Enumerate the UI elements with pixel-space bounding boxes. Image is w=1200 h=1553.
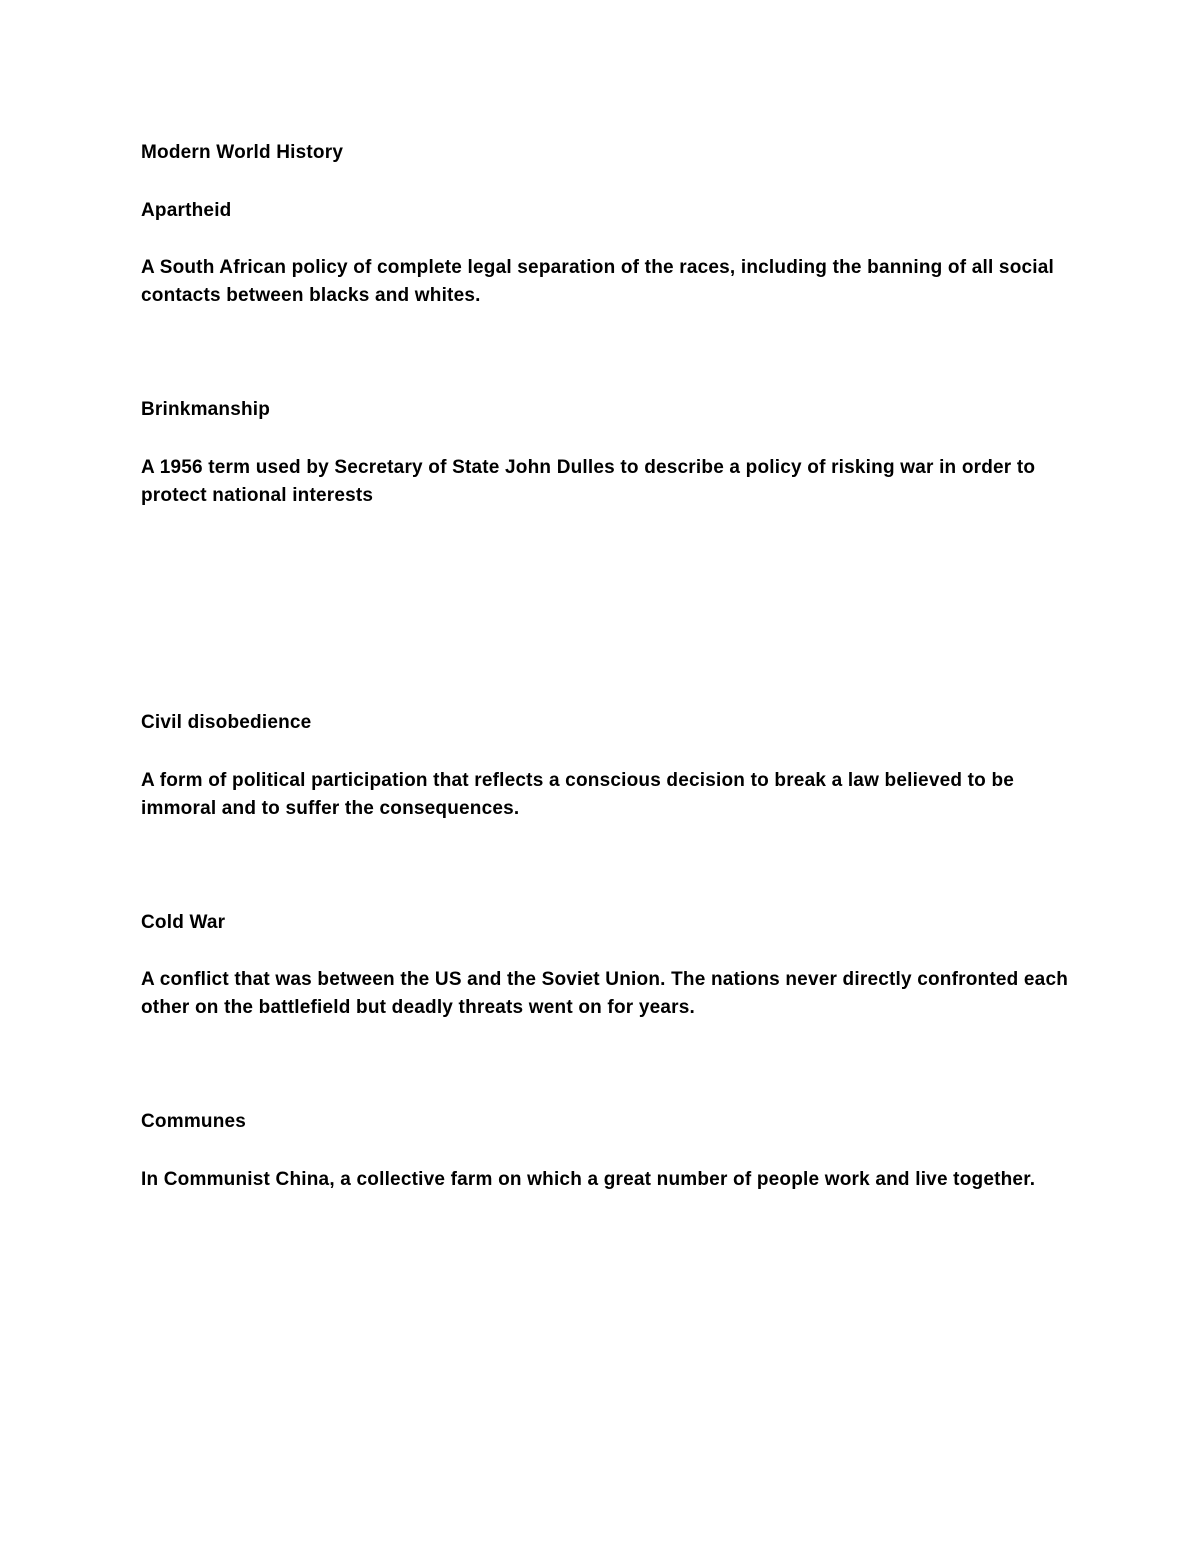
term-brinkmanship: Brinkmanship bbox=[141, 399, 271, 420]
term-apartheid: Apartheid bbox=[141, 200, 232, 221]
definition-apartheid: A South African policy of complete legal separation of the races, including the banning of all social contacts between blacks and whites. bbox=[141, 257, 1054, 306]
term-cold-war: Cold War bbox=[141, 912, 226, 933]
document-title: Modern World History bbox=[141, 142, 344, 163]
term-communes: Communes bbox=[141, 1111, 247, 1132]
definition-civil-disobedience: A form of political participation that reflects a conscious decision to break a law believed to be immoral and to suffer the consequences. bbox=[141, 770, 1015, 819]
definition-brinkmanship: A 1956 term used by Secretary of State John Dulles to describe a policy of risking war in order to protect national interests bbox=[141, 457, 1036, 506]
definition-cold-war: A conflict that was between the US and the Soviet Union. The nations never directly confronted each other on the battlefield but deadly threats went on for years. bbox=[141, 969, 1069, 1018]
definition-communes: In Communist China, a collective farm on which a great number of people work and live together. bbox=[141, 1169, 1036, 1190]
term-civil-disobedience: Civil disobedience bbox=[141, 712, 312, 733]
